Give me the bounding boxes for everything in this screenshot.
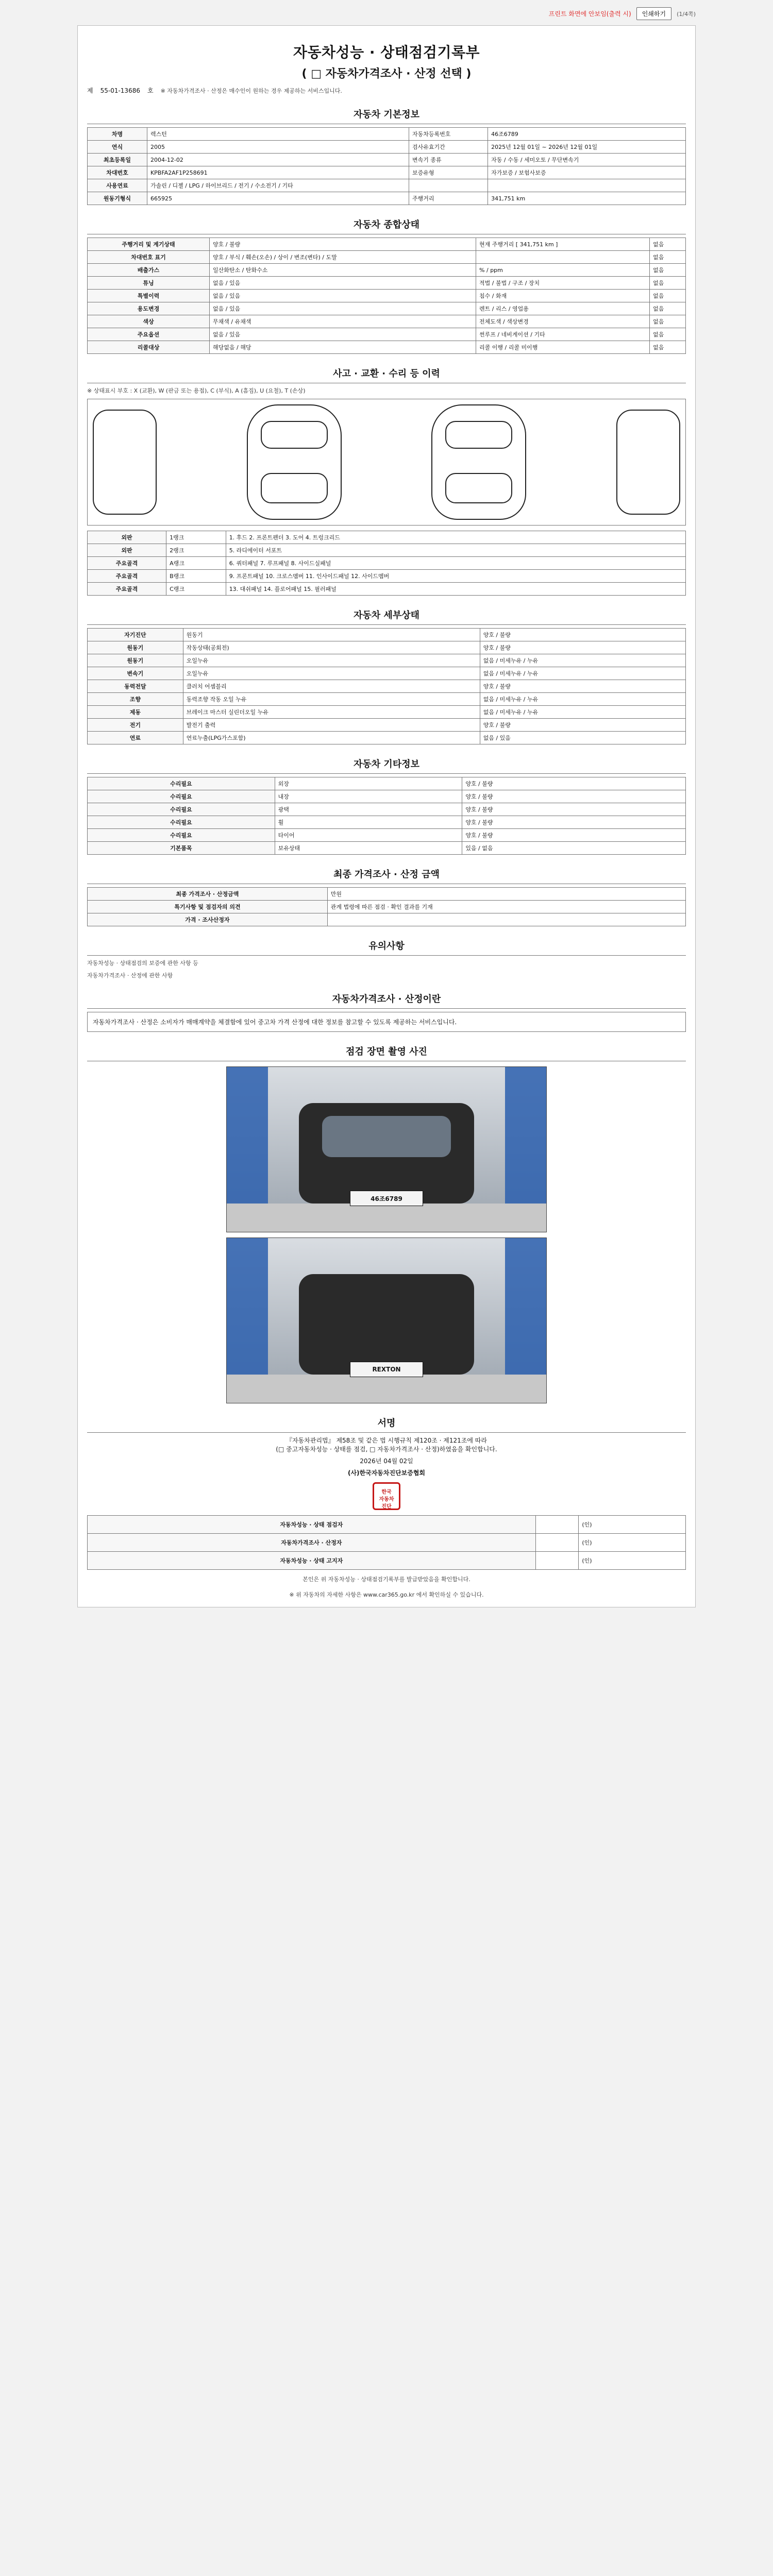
print-notice: 프린트 화면에 안보임(출력 시) xyxy=(548,10,631,18)
stamp-wrap xyxy=(87,1482,686,1510)
license-plate: 46조6789 xyxy=(350,1191,423,1206)
detail-cell: 양호 / 불량 xyxy=(480,680,685,693)
detail-cell: 제동 xyxy=(88,706,183,719)
basic-info-table xyxy=(87,127,686,205)
accident-cell: 외판 xyxy=(88,544,166,557)
basic-info-cell: 665925 xyxy=(147,192,409,205)
other-cell: 보유상태 xyxy=(275,842,462,855)
other-cell: 기본품목 xyxy=(88,842,275,855)
detail-cell: 양호 / 불량 xyxy=(480,719,685,732)
summary-cell: 없음 xyxy=(650,341,686,354)
service-box: 자동차가격조사 · 산정은 소비자가 매매계약을 체결함에 있어 중고차 가격 산정에 대한 정보를 참고할 수 있도록 제공하는 서비스입니다. xyxy=(87,1012,686,1032)
other-cell: 수리필요 xyxy=(88,816,275,829)
floor xyxy=(227,1204,546,1232)
summary-cell: 리콜 이행 / 리콜 미이행 xyxy=(476,341,650,354)
accident-cell: 2랭크 xyxy=(166,544,226,557)
basic-info-cell: 자가보증 / 보험사보증 xyxy=(488,166,686,179)
accident-cell: 주요골격 xyxy=(88,570,166,583)
sign-company: (사)한국자동차진단보증협회 xyxy=(347,1469,426,1477)
basic-info-row xyxy=(88,166,686,179)
section-title-price: 최종 가격조사 · 산정 금액 xyxy=(87,864,686,884)
basic-info-cell: 자동차등록번호 xyxy=(409,128,488,141)
sign-cell xyxy=(535,1534,579,1552)
stamp-text: 한국 자동차 진단 xyxy=(379,1489,394,1510)
other-cell: 수리필요 xyxy=(88,803,275,816)
basic-info-cell xyxy=(409,179,488,192)
detail-cell: 동력조향 작동 오일 누유 xyxy=(183,693,480,706)
price-value: 만원 xyxy=(327,888,685,901)
summary-cell: 적법 / 불법 / 구조 / 장치 xyxy=(476,277,650,290)
sign-cell: 자동차가격조사 · 산정자 xyxy=(88,1534,536,1552)
sign-cell: (인) xyxy=(579,1534,686,1552)
basic-info-cell: 검사유효기간 xyxy=(409,141,488,154)
summary-cell: 없음 xyxy=(650,238,686,251)
section-title-accident: 사고 · 교환 · 수리 등 이력 xyxy=(87,363,686,383)
vehicle-photo-front xyxy=(226,1066,547,1232)
summary-cell: 썬루프 / 네비게이션 / 기타 xyxy=(476,328,650,341)
summary-cell: 없음 xyxy=(650,302,686,315)
sign-row xyxy=(88,1552,686,1570)
detail-cell: 없음 / 미세누유 / 누유 xyxy=(480,654,685,667)
car-bottom-diagram xyxy=(431,404,526,520)
detail-cell: 작동상태(공회전) xyxy=(183,641,480,654)
car-side-right-diagram xyxy=(616,410,680,515)
summary-row xyxy=(88,238,686,251)
price-comment-row xyxy=(88,901,686,913)
accident-cell: 1랭크 xyxy=(166,531,226,544)
summary-row xyxy=(88,251,686,264)
other-cell: 외장 xyxy=(275,777,462,790)
other-row xyxy=(88,777,686,790)
summary-cell: 없음 / 있음 xyxy=(210,290,476,302)
basic-info-row xyxy=(88,141,686,154)
summary-cell: 없음 / 있음 xyxy=(210,328,476,341)
detail-cell: 브레이크 마스터 실린더오일 누유 xyxy=(183,706,480,719)
basic-info-cell: 사용연료 xyxy=(88,179,147,192)
summary-cell: 튜닝 xyxy=(88,277,210,290)
summary-cell: 없음 xyxy=(650,328,686,341)
summary-cell: 현재 주행거리 [ 341,751 km ] xyxy=(476,238,650,251)
detail-cell: 클러치 어셈블리 xyxy=(183,680,480,693)
accident-row xyxy=(88,557,686,570)
other-cell: 양호 / 불량 xyxy=(462,803,686,816)
document-title: 자동차성능 · 상태점검기록부 xyxy=(293,44,480,61)
basic-info-row xyxy=(88,154,686,166)
detail-cell: 오일누유 xyxy=(183,667,480,680)
other-row xyxy=(88,816,686,829)
summary-cell: 차대번호 표기 xyxy=(88,251,210,264)
accident-table xyxy=(87,531,686,596)
sign-statement-2: (□ 중고자동차성능 · 상태를 점검, □ 자동차가격조사 · 산정)하였음을 확인합니다. xyxy=(276,1446,497,1453)
summary-cell: 용도변경 xyxy=(88,302,210,315)
sign-cell: 자동차성능 · 상태 고지자 xyxy=(88,1552,536,1570)
summary-cell: 없음 xyxy=(650,277,686,290)
summary-cell: 해당없음 / 해당 xyxy=(210,341,476,354)
vehicle-photo-rear xyxy=(226,1238,547,1403)
section-title-service: 자동차가격조사 · 산정이란 xyxy=(87,989,686,1009)
detail-row xyxy=(88,629,686,641)
section-title-photo: 점검 장면 촬영 사진 xyxy=(87,1041,686,1061)
detail-cell: 없음 / 미세누유 / 누유 xyxy=(480,693,685,706)
floor xyxy=(227,1375,546,1403)
summary-row xyxy=(88,302,686,315)
other-cell: 내장 xyxy=(275,790,462,803)
detail-cell: 없음 / 미세누유 / 누유 xyxy=(480,706,685,719)
sign-row xyxy=(88,1516,686,1534)
summary-table xyxy=(87,238,686,354)
summary-cell xyxy=(476,251,650,264)
summary-row xyxy=(88,290,686,302)
detail-cell: 조향 xyxy=(88,693,183,706)
sign-cell xyxy=(535,1516,579,1534)
sign-footer: 본인은 위 자동차성능 · 상태점검기록부를 발급받았음을 확인합니다. xyxy=(303,1576,470,1583)
detail-row xyxy=(88,693,686,706)
basic-info-cell: 341,751 km xyxy=(488,192,686,205)
basic-info-row xyxy=(88,179,686,192)
basic-info-cell: 2005 xyxy=(147,141,409,154)
section-title-detail: 자동차 세부상태 xyxy=(87,605,686,625)
detail-cell: 자기진단 xyxy=(88,629,183,641)
detail-cell: 오일누유 xyxy=(183,654,480,667)
doc-no: 55-01-13686 xyxy=(100,87,140,94)
detail-cell: 없음 / 미세누유 / 누유 xyxy=(480,667,685,680)
detail-cell: 원동기 xyxy=(88,654,183,667)
price-comment-label: 특기사항 및 점검자의 의견 xyxy=(88,901,328,913)
accident-row xyxy=(88,583,686,596)
accident-cell: 주요골격 xyxy=(88,583,166,596)
top-toolbar xyxy=(77,7,696,20)
price-signer-row xyxy=(88,913,686,926)
other-row xyxy=(88,842,686,855)
summary-cell: 없음 xyxy=(650,264,686,277)
accident-row xyxy=(88,570,686,583)
basic-info-cell: 원동기형식 xyxy=(88,192,147,205)
basic-info-cell: 변속기 종류 xyxy=(409,154,488,166)
other-cell: 양호 / 불량 xyxy=(462,790,686,803)
sign-cell: (인) xyxy=(579,1516,686,1534)
accident-cell: 주요골격 xyxy=(88,557,166,570)
basic-info-cell: 자동 / 수동 / 세미오토 / 무단변속기 xyxy=(488,154,686,166)
detail-cell: 변속기 xyxy=(88,667,183,680)
price-label: 최종 가격조사 · 산정금액 xyxy=(88,888,328,901)
detail-cell: 없음 / 있음 xyxy=(480,732,685,744)
summary-cell: 없음 xyxy=(650,251,686,264)
page-indicator: (1/4쪽) xyxy=(677,10,696,18)
detail-row xyxy=(88,706,686,719)
detail-cell: 원동기 xyxy=(183,629,480,641)
basic-info-cell: 최초등록일 xyxy=(88,154,147,166)
accident-cell: C랭크 xyxy=(166,583,226,596)
detail-cell: 원동기 xyxy=(88,641,183,654)
basic-info-cell: 2025년 12월 01일 ~ 2026년 12월 01일 xyxy=(488,141,686,154)
detail-cell: 발전기 출력 xyxy=(183,719,480,732)
summary-cell: 없음 / 있음 xyxy=(210,277,476,290)
summary-row xyxy=(88,277,686,290)
summary-cell: 특별이력 xyxy=(88,290,210,302)
summary-cell: 전체도색 / 색상변경 xyxy=(476,315,650,328)
basic-info-cell: 46조6789 xyxy=(488,128,686,141)
basic-info-cell: 차명 xyxy=(88,128,147,141)
summary-cell: 렌트 / 리스 / 영업용 xyxy=(476,302,650,315)
basic-info-cell: 주행거리 xyxy=(409,192,488,205)
other-row xyxy=(88,803,686,816)
accident-cell: 1. 후드 2. 프론트펜더 3. 도어 4. 트렁크리드 xyxy=(226,531,685,544)
detail-table xyxy=(87,628,686,744)
summary-row xyxy=(88,315,686,328)
other-cell: 수리필요 xyxy=(88,829,275,842)
section-title-notes: 유의사항 xyxy=(87,936,686,956)
doc-no-label: 제 xyxy=(87,87,93,94)
other-cell: 휠 xyxy=(275,816,462,829)
footer-text: ※ 위 자동차의 자세한 사항은 www.car365.go.kr 에서 확인하실 수 있습니다. xyxy=(289,1591,484,1598)
summary-cell: 무채색 / 유채색 xyxy=(210,315,476,328)
accident-row xyxy=(88,531,686,544)
other-cell: 타이어 xyxy=(275,829,462,842)
detail-row xyxy=(88,654,686,667)
section-title-sign: 서명 xyxy=(87,1413,686,1433)
detail-cell: 연료누출(LPG가스포함) xyxy=(183,732,480,744)
other-cell: 양호 / 불량 xyxy=(462,777,686,790)
accident-diagram xyxy=(87,399,686,526)
detail-row xyxy=(88,641,686,654)
basic-info-cell: 가솔린 / 디젤 / LPG / 하이브리드 / 전기 / 수소전기 / 기타 xyxy=(147,179,409,192)
notes-bullet-1: 자동차성능 · 상태점검의 보증에 관한 사항 등 xyxy=(87,960,198,967)
section-title-basic: 자동차 기본정보 xyxy=(87,104,686,124)
other-cell: 있음 / 없음 xyxy=(462,842,686,855)
other-row xyxy=(88,829,686,842)
summary-cell: 배출가스 xyxy=(88,264,210,277)
other-cell: 광택 xyxy=(275,803,462,816)
detail-row xyxy=(88,719,686,732)
windshield xyxy=(322,1116,451,1157)
detail-row xyxy=(88,667,686,680)
other-cell: 양호 / 불량 xyxy=(462,816,686,829)
summary-cell: 양호 / 불량 xyxy=(210,238,476,251)
summary-cell: 양호 / 부식 / 훼손(오손) / 상이 / 변조(변타) / 도말 xyxy=(210,251,476,264)
car-top-diagram xyxy=(247,404,342,520)
other-cell: 양호 / 불량 xyxy=(462,829,686,842)
accident-cell: 외판 xyxy=(88,531,166,544)
summary-cell: 일산화탄소 / 탄화수소 xyxy=(210,264,476,277)
price-row xyxy=(88,888,686,901)
summary-cell: 침수 / 화재 xyxy=(476,290,650,302)
accident-cell: 9. 프론트패널 10. 크로스멤버 11. 인사이드패널 12. 사이드멤버 xyxy=(226,570,685,583)
report-page xyxy=(77,25,696,1607)
stamp xyxy=(373,1482,400,1510)
accident-cell: 13. 대쉬패널 14. 플로어패널 15. 필러패널 xyxy=(226,583,685,596)
sign-row xyxy=(88,1534,686,1552)
basic-info-cell: 연식 xyxy=(88,141,147,154)
sign-table xyxy=(87,1515,686,1570)
doc-note: ※ 자동차가격조사 · 산정은 매수인이 원하는 경우 제공하는 서비스입니다. xyxy=(160,87,342,94)
detail-row xyxy=(88,680,686,693)
car-body xyxy=(299,1274,474,1375)
other-table xyxy=(87,777,686,855)
basic-info-cell: 2004-12-02 xyxy=(147,154,409,166)
document-subtitle: ( □ 자동차가격조사 · 산정 선택 ) xyxy=(301,67,472,80)
other-cell: 수리필요 xyxy=(88,790,275,803)
accident-cell: A랭크 xyxy=(166,557,226,570)
detail-cell: 동력전달 xyxy=(88,680,183,693)
basic-info-cell xyxy=(488,179,686,192)
summary-cell: 주행거리 및 계기상태 xyxy=(88,238,210,251)
other-row xyxy=(88,790,686,803)
rear-badge: REXTON xyxy=(350,1362,423,1377)
summary-row xyxy=(88,264,686,277)
detail-cell: 연료 xyxy=(88,732,183,744)
car-side-left-diagram xyxy=(93,410,157,515)
detail-row xyxy=(88,732,686,744)
price-table xyxy=(87,887,686,926)
sign-date: 2026년 04월 02일 xyxy=(360,1458,413,1465)
accident-cell: 5. 라디에이터 서포트 xyxy=(226,544,685,557)
sign-statement xyxy=(87,1436,686,1477)
price-comment-value: 관계 법령에 따른 점검 · 확인 결과를 기재 xyxy=(327,901,685,913)
sign-cell: 자동차성능 · 상태 점검자 xyxy=(88,1516,536,1534)
sign-cell xyxy=(535,1552,579,1570)
basic-info-cell: 렉스턴 xyxy=(147,128,409,141)
sign-cell: (인) xyxy=(579,1552,686,1570)
print-button[interactable]: 인쇄하기 xyxy=(636,7,671,20)
summary-cell: % / ppm xyxy=(476,264,650,277)
summary-cell: 색상 xyxy=(88,315,210,328)
basic-info-cell: 차대번호 xyxy=(88,166,147,179)
basic-info-cell: 보증유형 xyxy=(409,166,488,179)
summary-row xyxy=(88,328,686,341)
summary-cell: 리콜대상 xyxy=(88,341,210,354)
basic-info-cell: KPBFA2AF1P258691 xyxy=(147,166,409,179)
detail-cell: 양호 / 불량 xyxy=(480,629,685,641)
basic-info-row xyxy=(88,192,686,205)
price-signer-value xyxy=(327,913,685,926)
other-cell: 수리필요 xyxy=(88,777,275,790)
accident-cell: 6. 쿼터패널 7. 루프패널 8. 사이드실패널 xyxy=(226,557,685,570)
accident-row xyxy=(88,544,686,557)
summary-cell: 없음 xyxy=(650,315,686,328)
notes-bullet-2: 자동차가격조사 · 산정에 관한 사항 xyxy=(87,972,173,979)
section-title-other: 자동차 기타정보 xyxy=(87,754,686,774)
summary-cell: 없음 xyxy=(650,290,686,302)
summary-cell: 주요옵션 xyxy=(88,328,210,341)
detail-cell: 전기 xyxy=(88,719,183,732)
accident-cell: B랭크 xyxy=(166,570,226,583)
summary-row xyxy=(88,341,686,354)
sign-statement-1: 『자동차관리법』 제58조 및 같은 법 시행규칙 제120조 · 제121조에 따라 xyxy=(286,1437,487,1444)
accident-legend: ※ 상태표시 부호 : X (교환), W (판금 또는 용접), C (부식), A (흠집), U (요철), T (손상) xyxy=(87,387,306,394)
doc-no-suffix: 호 xyxy=(147,87,154,94)
document-meta xyxy=(87,86,686,95)
basic-info-row xyxy=(88,128,686,141)
summary-cell: 없음 / 있음 xyxy=(210,302,476,315)
detail-cell: 양호 / 불량 xyxy=(480,641,685,654)
section-title-summary: 자동차 종합상태 xyxy=(87,214,686,234)
price-signer-label: 가격 · 조사산정자 xyxy=(88,913,328,926)
